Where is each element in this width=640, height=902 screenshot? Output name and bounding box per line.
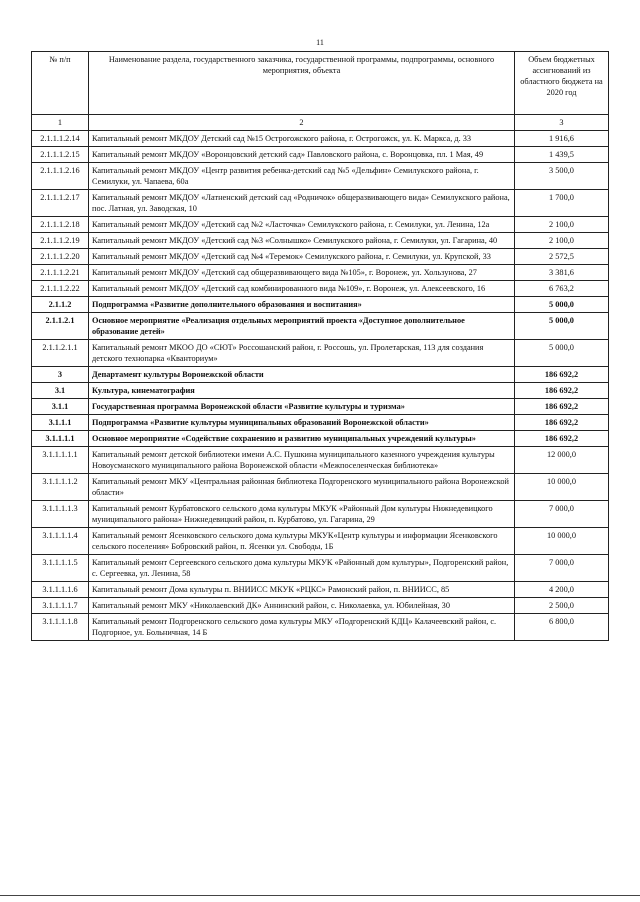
row-amount-cell: 186 692,2 xyxy=(515,399,609,415)
table-row xyxy=(32,147,609,163)
row-amount-cell: 2 100,0 xyxy=(515,217,609,233)
row-amount-cell: 1 439,5 xyxy=(515,147,609,163)
row-number-cell: 2.1.1.1.2.15 xyxy=(32,147,89,163)
row-amount-cell: 5 000,0 xyxy=(515,297,609,313)
row-name-cell: Капитальный ремонт МКУ «Николаевский ДК» Аннинский район, с. Николаевка, ул. Юбилейная, 30 xyxy=(89,598,515,614)
row-number-cell: 3.1.1.1.1.1 xyxy=(32,447,89,474)
table-header-row xyxy=(32,52,609,115)
row-amount-cell: 6 800,0 xyxy=(515,614,609,641)
row-number-cell: 3 xyxy=(32,367,89,383)
row-name-cell: Основное мероприятие «Содействие сохранению и развитию муниципальных учреждений культуры» xyxy=(89,431,515,447)
row-number-cell: 3.1 xyxy=(32,383,89,399)
row-number-cell: 2.1.1.1.2.18 xyxy=(32,217,89,233)
row-number-cell: 3.1.1.1.1.3 xyxy=(32,501,89,528)
header-number-cell: № п/п xyxy=(32,52,89,115)
table-row xyxy=(32,281,609,297)
budget-table xyxy=(31,51,609,641)
row-number-cell: 2.1.1.1.2.22 xyxy=(32,281,89,297)
row-name-cell: Основное мероприятие «Реализация отдельных мероприятий проекта «Доступное дополнительное образование детей» xyxy=(89,313,515,340)
row-amount-cell: 186 692,2 xyxy=(515,415,609,431)
page-number: 11 xyxy=(316,38,324,47)
header-name-cell: Наименование раздела, государственного заказчика, государственной программы, подпрограммы, основного мероприятия, объекта xyxy=(89,52,515,115)
table-row xyxy=(32,614,609,641)
table-row xyxy=(32,265,609,281)
row-name-cell: Культура, кинематография xyxy=(89,383,515,399)
row-name-cell: Капитальный ремонт МКДОУ «Детский сад №3 «Солнышко» Семилукского района, г. Семилуки, ул. Гагарина, 40 xyxy=(89,233,515,249)
row-name-cell: Капитальный ремонт МКОО ДО «СЮТ» Россошанский район, г. Россошь, ул. Пролетарская, 113 для создания детского технопарка «Кванториум» xyxy=(89,340,515,367)
row-name-cell: Капитальный ремонт МКДОУ Детский сад №15 Острогожского района, г. Острогожск, ул. К. Маркса, д. 33 xyxy=(89,131,515,147)
row-name-cell: Капитальный ремонт детской библиотеки имени А.С. Пушкина муниципального казенного учреждения культуры Новоусманского муниципального района Воронежской области «Межпоселенческая библиотека» xyxy=(89,447,515,474)
row-name-cell: Государственная программа Воронежской области «Развитие культуры и туризма» xyxy=(89,399,515,415)
table-row xyxy=(32,501,609,528)
row-amount-cell: 1 916,6 xyxy=(515,131,609,147)
table-row xyxy=(32,598,609,614)
row-name-cell: Капитальный ремонт Ясенковского сельского дома культуры МКУК«Центр культуры и информации Ясенковского сельского поселения» Бобровский район, п. Ясенки ул. Свободы, 1Б xyxy=(89,528,515,555)
table-row xyxy=(32,582,609,598)
row-amount-cell: 5 000,0 xyxy=(515,340,609,367)
table-row xyxy=(32,555,609,582)
row-amount-cell: 10 000,0 xyxy=(515,528,609,555)
row-number-cell: 3.1.1.1.1 xyxy=(32,431,89,447)
table-row xyxy=(32,399,609,415)
table-row xyxy=(32,217,609,233)
table-row xyxy=(32,163,609,190)
column-index-2: 2 xyxy=(89,115,515,131)
row-name-cell: Капитальный ремонт Курбатовского сельского дома культуры МКУК «Районный Дом культуры Нижнедевицкого муниципального района» Нижнедевицкий район, п. Курбатово, ул. Гагарина, 29 xyxy=(89,501,515,528)
table-row xyxy=(32,447,609,474)
row-number-cell: 2.1.1.1.2.14 xyxy=(32,131,89,147)
row-amount-cell: 6 763,2 xyxy=(515,281,609,297)
row-number-cell: 3.1.1.1.1.8 xyxy=(32,614,89,641)
row-number-cell: 2.1.1.2.1 xyxy=(32,313,89,340)
row-amount-cell: 2 572,5 xyxy=(515,249,609,265)
row-number-cell: 2.1.1.1.2.20 xyxy=(32,249,89,265)
table-row xyxy=(32,367,609,383)
row-amount-cell: 10 000,0 xyxy=(515,474,609,501)
header-amount-cell: Объем бюджетных ассигнований из областного бюджета на 2020 год xyxy=(515,52,609,115)
row-name-cell: Подпрограмма «Развитие культуры муниципальных образований Воронежской области» xyxy=(89,415,515,431)
row-number-cell: 3.1.1.1.1.7 xyxy=(32,598,89,614)
row-amount-cell: 4 200,0 xyxy=(515,582,609,598)
table-row xyxy=(32,415,609,431)
table-row xyxy=(32,249,609,265)
column-index-row xyxy=(32,115,609,131)
row-number-cell: 2.1.1.2 xyxy=(32,297,89,313)
row-name-cell: Капитальный ремонт МКУ «Центральная районная библиотека Подгоренского муниципального района Воронежской области» xyxy=(89,474,515,501)
row-number-cell: 3.1.1.1.1.4 xyxy=(32,528,89,555)
row-amount-cell: 7 000,0 xyxy=(515,501,609,528)
row-number-cell: 3.1.1.1.1.5 xyxy=(32,555,89,582)
row-amount-cell: 186 692,2 xyxy=(515,383,609,399)
row-number-cell: 2.1.1.1.2.17 xyxy=(32,190,89,217)
row-name-cell: Капитальный ремонт МКДОУ «Центр развития ребенка-детский сад №5 «Дельфин» Семилукского района, г. Семилуки, ул. Чапаева, 60а xyxy=(89,163,515,190)
row-amount-cell: 12 000,0 xyxy=(515,447,609,474)
row-name-cell: Подпрограмма «Развитие дополнительного образования и воспитания» xyxy=(89,297,515,313)
row-number-cell: 2.1.1.1.2.19 xyxy=(32,233,89,249)
row-number-cell: 2.1.1.1.2.21 xyxy=(32,265,89,281)
column-index-3: 3 xyxy=(515,115,609,131)
table-row xyxy=(32,431,609,447)
table-row xyxy=(32,474,609,501)
row-name-cell: Капитальный ремонт МКДОУ «Детский сад №2 «Ласточка» Семилукского района, г. Семилуки, ул. Ленина, 12а xyxy=(89,217,515,233)
table-row xyxy=(32,528,609,555)
row-amount-cell: 3 381,6 xyxy=(515,265,609,281)
row-name-cell: Капитальный ремонт МКДОУ «Детский сад общеразвивающего вида №105», г. Воронеж, ул. Хользунова, 27 xyxy=(89,265,515,281)
row-number-cell: 3.1.1 xyxy=(32,399,89,415)
row-name-cell: Капитальный ремонт МКДОУ «Латненский детский сад «Родничок» общеразвивающего вида» Семилукского района, пос. Латная, ул. Заводская, 10 xyxy=(89,190,515,217)
table-row xyxy=(32,340,609,367)
row-amount-cell: 5 000,0 xyxy=(515,313,609,340)
row-number-cell: 2.1.1.1.2.16 xyxy=(32,163,89,190)
page-bottom-rule xyxy=(0,895,640,896)
row-name-cell: Капитальный ремонт Дома культуры п. ВНИИСС МКУК «РЦКС» Рамонский район, п. ВНИИСС, 85 xyxy=(89,582,515,598)
row-number-cell: 3.1.1.1.1.6 xyxy=(32,582,89,598)
row-name-cell: Капитальный ремонт Сергеевского сельского дома культуры МКУК «Районный дом культуры», Подгоренский район, с. Сергеевка, ул. Ленина, 58 xyxy=(89,555,515,582)
row-name-cell: Капитальный ремонт МКДОУ «Детский сад №4 «Теремок» Семилукского района, г. Семилуки, ул. Крупской, 33 xyxy=(89,249,515,265)
row-name-cell: Департамент культуры Воронежской области xyxy=(89,367,515,383)
table-row xyxy=(32,313,609,340)
row-amount-cell: 3 500,0 xyxy=(515,163,609,190)
row-number-cell: 3.1.1.1.1.2 xyxy=(32,474,89,501)
row-amount-cell: 2 100,0 xyxy=(515,233,609,249)
table-row xyxy=(32,233,609,249)
row-number-cell: 3.1.1.1 xyxy=(32,415,89,431)
table-row xyxy=(32,383,609,399)
table-row xyxy=(32,297,609,313)
row-name-cell: Капитальный ремонт МКДОУ «Воронцовский детский сад» Павловского района, с. Воронцовка, пл. 1 Мая, 49 xyxy=(89,147,515,163)
row-amount-cell: 2 500,0 xyxy=(515,598,609,614)
row-amount-cell: 186 692,2 xyxy=(515,367,609,383)
column-index-1: 1 xyxy=(32,115,89,131)
row-name-cell: Капитальный ремонт Подгоренского сельского дома культуры МКУ «Подгоренский КДЦ» Калачеевский район, с. Подгорное, ул. Больничная, 14 Б xyxy=(89,614,515,641)
row-amount-cell: 186 692,2 xyxy=(515,431,609,447)
table-row xyxy=(32,131,609,147)
row-amount-cell: 1 700,0 xyxy=(515,190,609,217)
row-number-cell: 2.1.1.2.1.1 xyxy=(32,340,89,367)
row-name-cell: Капитальный ремонт МКДОУ «Детский сад комбинированного вида №109», г. Воронеж, ул. Алексеевского, 16 xyxy=(89,281,515,297)
table-row xyxy=(32,190,609,217)
row-amount-cell: 7 000,0 xyxy=(515,555,609,582)
